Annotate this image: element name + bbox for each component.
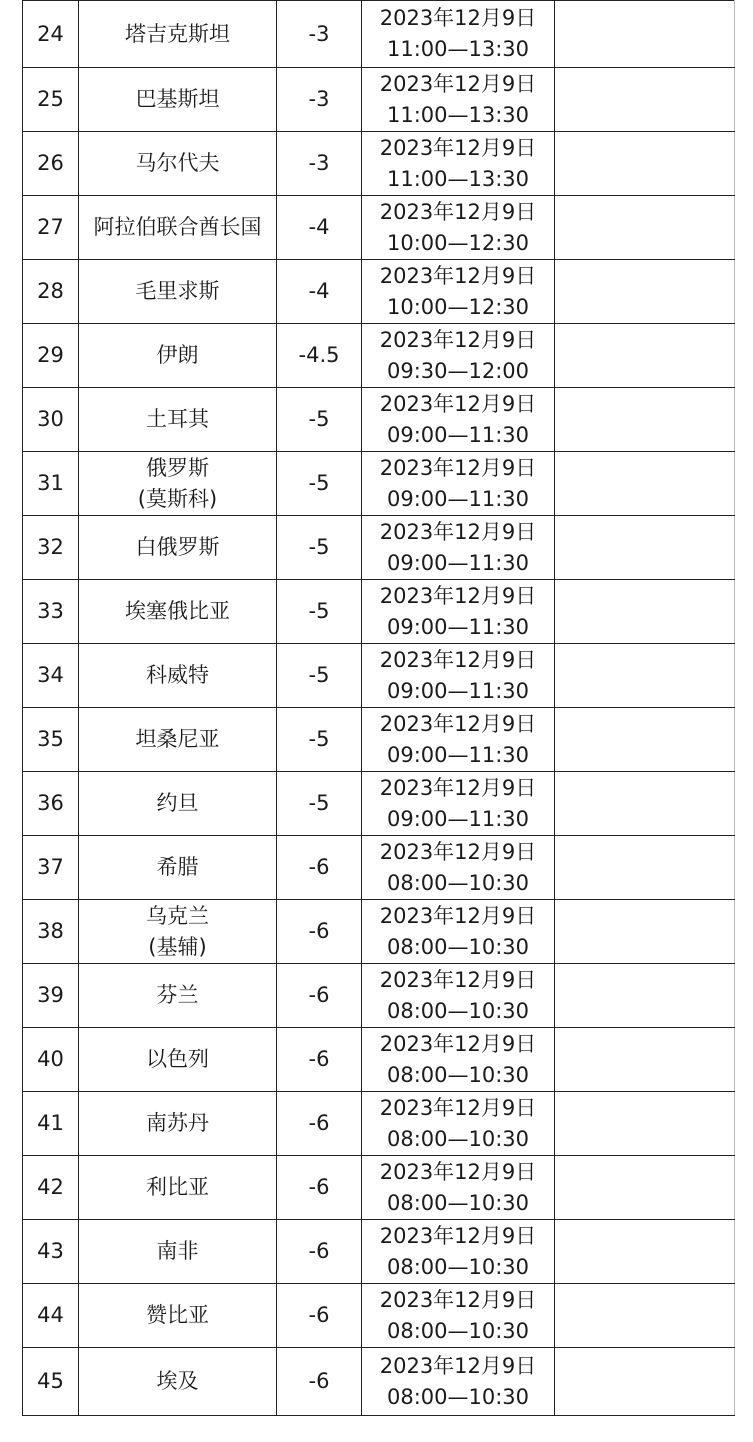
exam-time-cell [362, 1028, 555, 1092]
row-number: 36 [37, 791, 64, 815]
exam-time-cell [362, 324, 555, 388]
row-number-cell [23, 260, 79, 324]
notes-cell [555, 132, 735, 196]
exam-time-range: 08:00—10:30 [386, 934, 530, 959]
time-offset-cell [277, 68, 362, 132]
notes-cell [555, 644, 735, 708]
country-name: 科威特 [146, 663, 209, 687]
row-number: 31 [37, 471, 64, 495]
country-cell [79, 516, 277, 580]
country-cell [79, 964, 277, 1028]
time-offset-cell [277, 1, 362, 68]
exam-time-range: 09:00—11:30 [386, 742, 530, 767]
notes-cell [555, 964, 735, 1028]
country-cell [79, 452, 277, 516]
exam-date: 2023年12月9日 [379, 519, 537, 544]
table-body [23, 1, 735, 1416]
country-name: 以色列 [146, 1047, 209, 1071]
country-cell [79, 1092, 277, 1156]
country-cell [79, 644, 277, 708]
notes-cell [555, 516, 735, 580]
table-row [23, 1, 735, 68]
time-offset: -6 [308, 919, 330, 943]
row-number: 28 [37, 279, 64, 303]
time-offset: -6 [308, 1369, 330, 1393]
table-row [23, 1220, 735, 1284]
country-cell [79, 1348, 277, 1416]
row-number: 41 [37, 1111, 64, 1135]
row-number: 39 [37, 983, 64, 1007]
country-cell [79, 1028, 277, 1092]
row-number: 35 [37, 727, 64, 751]
country-name: 芬兰 [156, 983, 199, 1007]
exam-time-range: 08:00—10:30 [386, 1384, 530, 1409]
exam-date: 2023年12月9日 [379, 199, 537, 224]
notes-cell [555, 1220, 735, 1284]
notes-cell [555, 1348, 735, 1416]
time-offset: -5 [308, 791, 330, 815]
exam-time-cell [362, 1156, 555, 1220]
exam-time-range: 11:00—13:30 [386, 37, 530, 61]
row-number-cell [23, 132, 79, 196]
country-name: 利比亚 [146, 1175, 209, 1199]
exam-date: 2023年12月9日 [379, 1031, 537, 1056]
notes-cell [555, 580, 735, 644]
exam-time-range: 11:00—13:30 [386, 166, 530, 191]
country-name: 赞比亚 [146, 1303, 209, 1327]
country-cell [79, 388, 277, 452]
row-number: 27 [37, 215, 64, 239]
country-name: 阿拉伯联合酋长国 [93, 215, 262, 239]
exam-date: 2023年12月9日 [379, 1223, 537, 1248]
row-number-cell [23, 1284, 79, 1348]
time-offset-cell [277, 1284, 362, 1348]
row-number-cell [23, 708, 79, 772]
table-row [23, 452, 735, 516]
notes-cell [555, 708, 735, 772]
country-name: 马尔代夫 [135, 151, 220, 175]
time-offset-cell [277, 1092, 362, 1156]
time-offset: -6 [308, 1175, 330, 1199]
country-cell [79, 260, 277, 324]
time-offset: -5 [308, 407, 330, 431]
row-number: 40 [37, 1047, 64, 1071]
notes-cell [555, 388, 735, 452]
table-row [23, 260, 735, 324]
exam-time-range: 08:00—10:30 [386, 1062, 530, 1087]
exam-schedule-table [22, 0, 735, 1416]
exam-date: 2023年12月9日 [379, 71, 537, 96]
exam-date: 2023年12月9日 [379, 135, 537, 160]
row-number: 26 [37, 151, 64, 175]
table-row [23, 196, 735, 260]
country-name: 塔吉克斯坦 [125, 21, 230, 46]
notes-cell [555, 260, 735, 324]
time-offset-cell [277, 964, 362, 1028]
country-cell [79, 900, 277, 964]
row-number-cell [23, 1028, 79, 1092]
table-row [23, 324, 735, 388]
exam-time-range: 09:00—11:30 [386, 486, 530, 511]
notes-cell [555, 772, 735, 836]
row-number-cell [23, 772, 79, 836]
country-name: 坦桑尼亚 [135, 727, 220, 751]
time-offset-cell [277, 388, 362, 452]
notes-cell [555, 1156, 735, 1220]
exam-time-cell [362, 388, 555, 452]
row-number-cell [23, 1220, 79, 1284]
time-offset: -5 [308, 471, 330, 495]
time-offset: -6 [308, 1047, 330, 1071]
exam-time-range: 09:00—11:30 [386, 422, 530, 447]
exam-time-cell [362, 1348, 555, 1416]
row-number-cell [23, 900, 79, 964]
time-offset-cell [277, 260, 362, 324]
table-row [23, 836, 735, 900]
row-number: 30 [37, 407, 64, 431]
time-offset-cell [277, 580, 362, 644]
table-row [23, 1156, 735, 1220]
exam-time-cell [362, 260, 555, 324]
exam-time-range: 10:00—12:30 [386, 294, 530, 319]
exam-time-range: 09:30—12:00 [386, 358, 530, 383]
country-name: 巴基斯坦 [135, 87, 220, 111]
exam-time-cell [362, 964, 555, 1028]
country-cell [79, 196, 277, 260]
notes-cell [555, 68, 735, 132]
country-cell [79, 1284, 277, 1348]
table-row [23, 1284, 735, 1348]
row-number: 29 [37, 343, 64, 367]
table-row [23, 708, 735, 772]
exam-date: 2023年12月9日 [379, 967, 537, 992]
time-offset: -3 [308, 87, 330, 111]
row-number-cell [23, 388, 79, 452]
time-offset: -4 [308, 279, 330, 303]
country-cell [79, 580, 277, 644]
table-row [23, 772, 735, 836]
exam-time-cell [362, 836, 555, 900]
time-offset-cell [277, 1028, 362, 1092]
notes-cell [555, 452, 735, 516]
row-number: 43 [37, 1239, 64, 1263]
row-number: 42 [37, 1175, 64, 1199]
row-number: 32 [37, 535, 64, 559]
row-number-cell [23, 836, 79, 900]
row-number: 25 [37, 87, 64, 111]
country-city: (莫斯科) [137, 486, 218, 511]
exam-time-cell [362, 1284, 555, 1348]
country-cell [79, 132, 277, 196]
table-row [23, 964, 735, 1028]
table-row [23, 580, 735, 644]
exam-time-cell [362, 516, 555, 580]
exam-date: 2023年12月9日 [379, 1353, 537, 1378]
row-number-cell [23, 1, 79, 68]
exam-time-range: 08:00—10:30 [386, 1318, 530, 1343]
exam-date: 2023年12月9日 [379, 1159, 537, 1184]
country-name: 希腊 [156, 855, 199, 879]
exam-time-range: 09:00—11:30 [386, 614, 530, 639]
time-offset-cell [277, 1156, 362, 1220]
exam-date: 2023年12月9日 [379, 1095, 537, 1120]
notes-cell [555, 900, 735, 964]
time-offset-cell [277, 324, 362, 388]
time-offset: -3 [308, 21, 330, 46]
time-offset: -6 [308, 1239, 330, 1263]
exam-time-range: 08:00—10:30 [386, 1190, 530, 1215]
exam-time-range: 08:00—10:30 [386, 1126, 530, 1151]
notes-cell [555, 1, 735, 68]
country-name: 土耳其 [146, 407, 209, 431]
table-row [23, 132, 735, 196]
exam-date: 2023年12月9日 [379, 263, 537, 288]
exam-date: 2023年12月9日 [379, 391, 537, 416]
country-cell [79, 836, 277, 900]
exam-date: 2023年12月9日 [379, 839, 537, 864]
time-offset: -5 [308, 535, 330, 559]
time-offset-cell [277, 452, 362, 516]
country-name: 南苏丹 [146, 1111, 209, 1135]
country-cell [79, 1156, 277, 1220]
exam-date: 2023年12月9日 [379, 583, 537, 608]
country-name: 俄罗斯 [146, 455, 209, 480]
country-cell [79, 324, 277, 388]
time-offset: -3 [308, 151, 330, 175]
time-offset-cell [277, 772, 362, 836]
exam-time-range: 09:00—11:30 [386, 678, 530, 703]
exam-time-range: 08:00—10:30 [386, 870, 530, 895]
exam-time-range: 08:00—10:30 [386, 1254, 530, 1279]
notes-cell [555, 196, 735, 260]
time-offset-cell [277, 644, 362, 708]
time-offset-cell [277, 132, 362, 196]
table-row [23, 388, 735, 452]
row-number: 44 [37, 1303, 64, 1327]
row-number-cell [23, 644, 79, 708]
row-number: 33 [37, 599, 64, 623]
exam-time-range: 10:00—12:30 [386, 230, 530, 255]
notes-cell [555, 1092, 735, 1156]
time-offset-cell [277, 516, 362, 580]
exam-date: 2023年12月9日 [379, 6, 537, 30]
time-offset-cell [277, 1220, 362, 1284]
time-offset: -4 [308, 215, 330, 239]
notes-cell [555, 836, 735, 900]
row-number-cell [23, 68, 79, 132]
exam-time-cell [362, 644, 555, 708]
exam-date: 2023年12月9日 [379, 647, 537, 672]
exam-date: 2023年12月9日 [379, 327, 537, 352]
table-row [23, 1092, 735, 1156]
row-number-cell [23, 196, 79, 260]
time-offset-cell [277, 900, 362, 964]
country-city: (基辅) [148, 934, 207, 959]
exam-time-cell [362, 772, 555, 836]
country-name: 埃塞俄比亚 [125, 599, 230, 623]
row-number-cell [23, 324, 79, 388]
country-name: 白俄罗斯 [135, 535, 220, 559]
row-number-cell [23, 580, 79, 644]
country-name: 伊朗 [156, 343, 199, 367]
country-name: 乌克兰 [146, 903, 209, 928]
exam-date: 2023年12月9日 [379, 775, 537, 800]
time-offset: -5 [308, 663, 330, 687]
table-row [23, 900, 735, 964]
table-row [23, 1348, 735, 1416]
country-cell [79, 1220, 277, 1284]
exam-time-cell [362, 580, 555, 644]
exam-time-cell [362, 1220, 555, 1284]
exam-date: 2023年12月9日 [379, 711, 537, 736]
country-cell [79, 772, 277, 836]
table-row [23, 68, 735, 132]
country-name: 埃及 [156, 1369, 199, 1393]
exam-time-range: 08:00—10:30 [386, 998, 530, 1023]
time-offset-cell [277, 836, 362, 900]
notes-cell [555, 324, 735, 388]
row-number: 45 [37, 1369, 64, 1393]
table-row [23, 1028, 735, 1092]
country-cell [79, 1, 277, 68]
country-cell [79, 68, 277, 132]
exam-date: 2023年12月9日 [379, 455, 537, 480]
row-number-cell [23, 1092, 79, 1156]
time-offset-cell [277, 196, 362, 260]
exam-time-range: 09:00—11:30 [386, 550, 530, 575]
row-number-cell [23, 1348, 79, 1416]
exam-time-range: 11:00—13:30 [386, 102, 530, 127]
time-offset-cell [277, 1348, 362, 1416]
row-number: 38 [37, 919, 64, 943]
exam-time-cell [362, 452, 555, 516]
exam-time-cell [362, 1092, 555, 1156]
exam-time-range: 09:00—11:30 [386, 806, 530, 831]
row-number: 37 [37, 855, 64, 879]
country-name: 约旦 [156, 791, 199, 815]
country-name: 南非 [156, 1239, 199, 1263]
time-offset: -6 [308, 1303, 330, 1327]
exam-time-cell [362, 196, 555, 260]
time-offset: -6 [308, 983, 330, 1007]
notes-cell [555, 1028, 735, 1092]
row-number-cell [23, 964, 79, 1028]
row-number: 34 [37, 663, 64, 687]
table-row [23, 644, 735, 708]
time-offset-cell [277, 708, 362, 772]
time-offset: -5 [308, 599, 330, 623]
exam-time-cell [362, 900, 555, 964]
row-number-cell [23, 452, 79, 516]
exam-time-cell [362, 708, 555, 772]
time-offset: -5 [308, 727, 330, 751]
country-name: 毛里求斯 [135, 279, 220, 303]
time-offset: -6 [308, 855, 330, 879]
table-row [23, 516, 735, 580]
exam-date: 2023年12月9日 [379, 1287, 537, 1312]
time-offset: -6 [308, 1111, 330, 1135]
notes-cell [555, 1284, 735, 1348]
row-number: 24 [37, 21, 64, 46]
row-number-cell [23, 1156, 79, 1220]
row-number-cell [23, 516, 79, 580]
time-offset: -4.5 [298, 343, 340, 367]
exam-time-cell [362, 1, 555, 68]
exam-time-cell [362, 132, 555, 196]
exam-date: 2023年12月9日 [379, 903, 537, 928]
country-cell [79, 708, 277, 772]
exam-time-cell [362, 68, 555, 132]
